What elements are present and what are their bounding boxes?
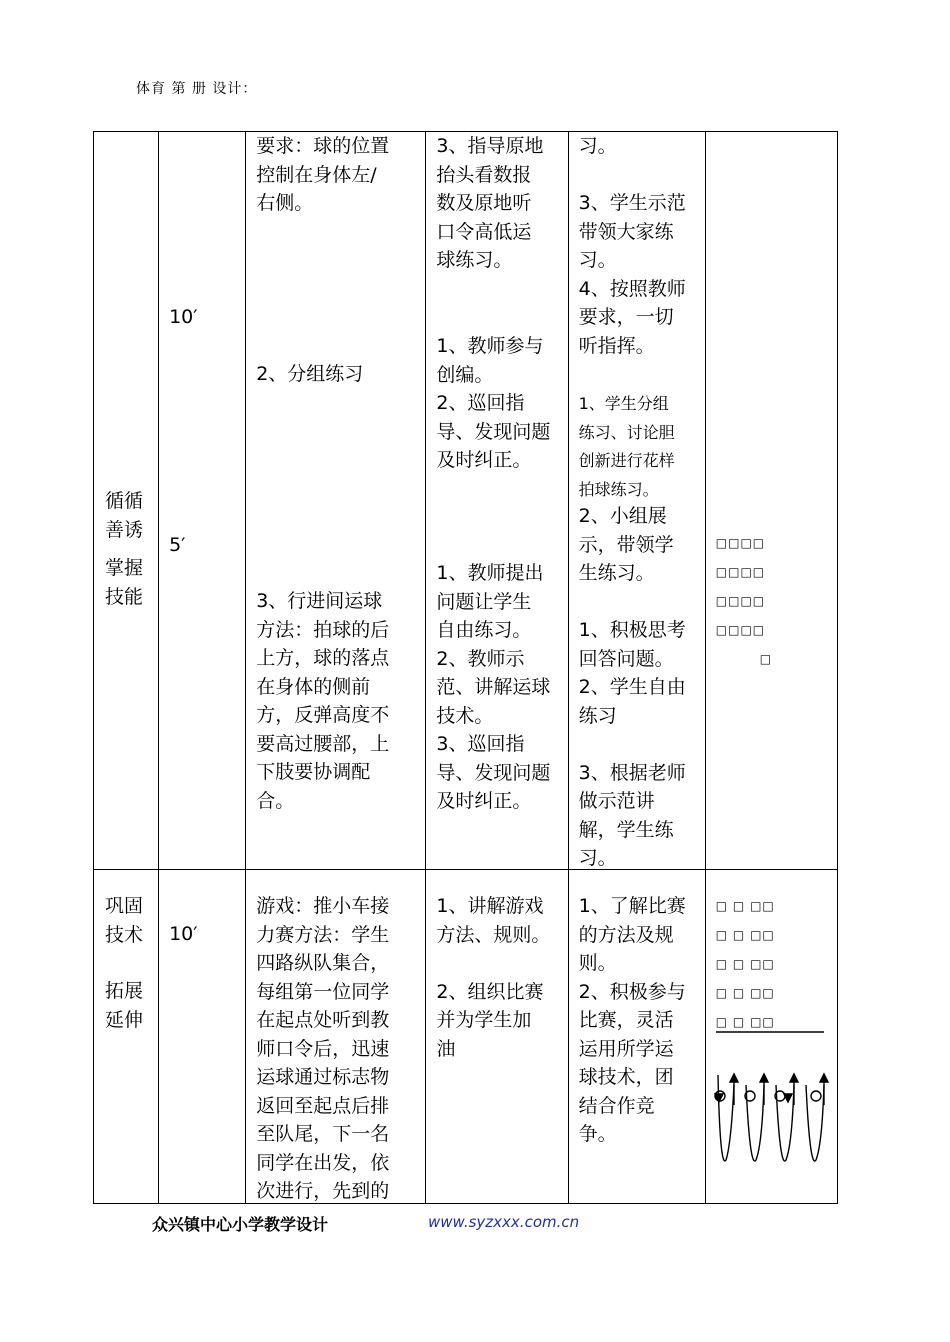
text-line: 练习、讨论胆	[578, 422, 675, 442]
student-cell	[569, 132, 705, 869]
text-line: 示，带领学	[578, 533, 674, 556]
text-line: 习。	[578, 135, 617, 157]
content-cell	[246, 870, 425, 1203]
text-line: 师口令后，迅速	[256, 1037, 390, 1060]
text-line: 方，反弹高度不	[256, 704, 390, 726]
text-line: 4、按照教师	[578, 277, 686, 300]
text-line: 的方法及规	[578, 923, 674, 946]
content-cell	[246, 132, 425, 869]
text-line: 力赛方法：学生	[256, 923, 390, 946]
text-line: 2、积极参与	[578, 980, 686, 1003]
footer-url-link[interactable]: www.syzxxx.com.cn	[428, 1213, 580, 1231]
time-value: 10′	[169, 306, 198, 328]
text-line: 2、巡回指	[436, 392, 525, 414]
text-line: 3、巡回指	[436, 733, 525, 755]
text-line: 比赛，灵活	[578, 1009, 674, 1031]
stage-cell	[94, 132, 158, 869]
text-line: 导、发现问题	[436, 420, 551, 443]
text-line: 解，学生练	[578, 818, 674, 841]
stage-line: 善诱	[105, 518, 144, 541]
text-line: 带领大家练	[578, 220, 674, 243]
time-value: 10′	[169, 923, 198, 945]
stage-line: 技能	[105, 585, 144, 608]
up-arrow-icon	[730, 1074, 738, 1082]
text-line: 游戏：推小车接	[256, 895, 390, 917]
text-line: 3、行进间运球	[256, 590, 383, 612]
text-line: 则。	[578, 952, 617, 974]
text-line: 1、了解比赛	[578, 895, 686, 917]
student-cell	[569, 870, 705, 1203]
stage-line: 循循	[105, 490, 144, 512]
text-line: 技术。	[436, 704, 494, 727]
text-line: 问题让学生	[436, 590, 532, 613]
text-line	[579, 161, 697, 190]
footer-school-name: 众兴镇中心小学教学设计	[152, 1215, 329, 1234]
text-line: 右侧。	[256, 192, 314, 214]
formation-line: □ □ □□	[715, 899, 775, 913]
formation-line: □ □ □□	[715, 957, 775, 971]
text-line: 范、讲解运球	[436, 676, 551, 698]
text-line	[579, 588, 697, 617]
formation-line: □ □ □□	[715, 1015, 775, 1029]
text-line: 3、指导原地	[436, 135, 544, 157]
formation-cell	[706, 870, 837, 1203]
formation-cell	[706, 132, 837, 869]
text-line: 控制在身体左/	[256, 163, 377, 186]
formation-line: □ □ □□	[715, 928, 775, 942]
text-line: 方法：拍球的后	[256, 618, 390, 641]
text-line: 1、讲解游戏	[436, 895, 544, 917]
time-cell	[159, 132, 245, 869]
stage-line: 掌握	[105, 557, 144, 579]
formation-line: □	[759, 652, 773, 666]
text-line: 1、教师参与	[436, 335, 544, 357]
formation-line: □ □ □□	[715, 986, 775, 1000]
text-line: 球练习。	[436, 249, 513, 271]
text-line: 至队尾，下一名	[256, 1123, 390, 1145]
text-line: 口令高低运	[436, 220, 532, 243]
text-line: 习。	[578, 847, 617, 869]
text-line: 数及原地听	[436, 192, 532, 214]
text-line: 2、学生自由	[578, 676, 686, 698]
stage-line: 延伸	[105, 1008, 144, 1031]
teacher-cell	[426, 870, 567, 1203]
time-cell	[159, 870, 245, 1203]
text-line: 四路纵队集合，	[256, 952, 390, 974]
up-arrow-icon	[760, 1074, 768, 1082]
text-line: 上方，球的落点	[256, 647, 390, 669]
text-line: 做示范讲	[578, 790, 655, 812]
marker-cone	[811, 1091, 821, 1101]
page-header: 体育 第 册 设计：	[136, 81, 258, 97]
text-line: 要高过腰部，上	[256, 732, 390, 755]
text-line: 每组第一位同学	[256, 980, 390, 1003]
text-line: 生练习。	[578, 562, 655, 584]
text-line	[579, 730, 697, 759]
text-line: 听指挥。	[578, 334, 655, 357]
teacher-cell	[426, 132, 567, 869]
text-line: 球技术，团	[578, 1066, 674, 1088]
text-line: 合。	[256, 789, 295, 812]
formation-line: □□□□	[715, 565, 766, 579]
table-row	[94, 870, 838, 1204]
text-line: 在起点处听到教	[256, 1009, 390, 1031]
text-line: 次进行，先到的	[256, 1180, 390, 1202]
table-row	[94, 132, 838, 870]
lesson-table	[93, 131, 838, 1204]
formation-line: □□□□	[715, 594, 766, 608]
formation-line: □□□□	[715, 536, 766, 550]
text-line: 结合作竞	[578, 1094, 655, 1117]
text-line	[436, 949, 559, 978]
route-path	[718, 1075, 734, 1161]
text-line: 1、教师提出	[436, 562, 544, 584]
text-line: 下肢要协调配	[256, 761, 371, 783]
text-line: 运球通过标志物	[256, 1066, 390, 1088]
text-line: 自由练习。	[436, 619, 532, 641]
relay-route-diagram	[706, 870, 838, 1203]
stage-line: 拓展	[105, 980, 144, 1002]
time-value: 5′	[169, 534, 186, 556]
text-line: 导、发现问题	[436, 761, 551, 784]
text-line: 3、根据老师	[578, 761, 686, 784]
text-line: 1、积极思考	[578, 619, 686, 641]
text-line: 练习	[578, 704, 617, 727]
text-line: 2、教师示	[436, 647, 525, 670]
stage-line: 技术	[105, 923, 144, 946]
text-line: 2、小组展	[578, 505, 667, 527]
text-line: 油	[436, 1037, 456, 1060]
text-line: 及时纠正。	[436, 790, 532, 812]
formation-line: □□□□	[715, 623, 766, 637]
text-line: 2、分组练习	[256, 363, 364, 385]
text-line: 创编。	[436, 363, 494, 386]
stage-line: 巩固	[105, 895, 144, 917]
text-line: 同学在出发，依	[256, 1151, 390, 1174]
text-line: 创新进行花样	[578, 451, 675, 470]
up-arrow-icon	[790, 1074, 798, 1082]
text-line: 拍球练习。	[578, 479, 659, 499]
formation-diagram	[716, 529, 772, 674]
text-line: 方法、规则。	[436, 923, 551, 946]
text-line: 及时纠正。	[436, 449, 532, 471]
text-line: 3、学生示范	[578, 192, 686, 214]
text-line: 回答问题。	[578, 647, 674, 670]
text-line: 在身体的侧前	[256, 675, 371, 698]
text-line: 要求，一切	[578, 306, 674, 328]
text-line: 争。	[578, 1123, 617, 1145]
stage-cell	[94, 870, 158, 1203]
text-line: 1、学生分组	[578, 394, 669, 413]
text-line: 抬头看数报	[436, 163, 532, 186]
text-line: 2、组织比赛	[436, 980, 544, 1003]
up-arrow-icon	[820, 1074, 828, 1082]
text-line: 运用所学运	[578, 1037, 674, 1060]
text-line: 并为学生加	[436, 1009, 532, 1031]
text-line: 返回至起点后排	[256, 1094, 390, 1117]
text-line: 习。	[578, 249, 617, 271]
text-line: 要求：球的位置	[256, 135, 390, 157]
